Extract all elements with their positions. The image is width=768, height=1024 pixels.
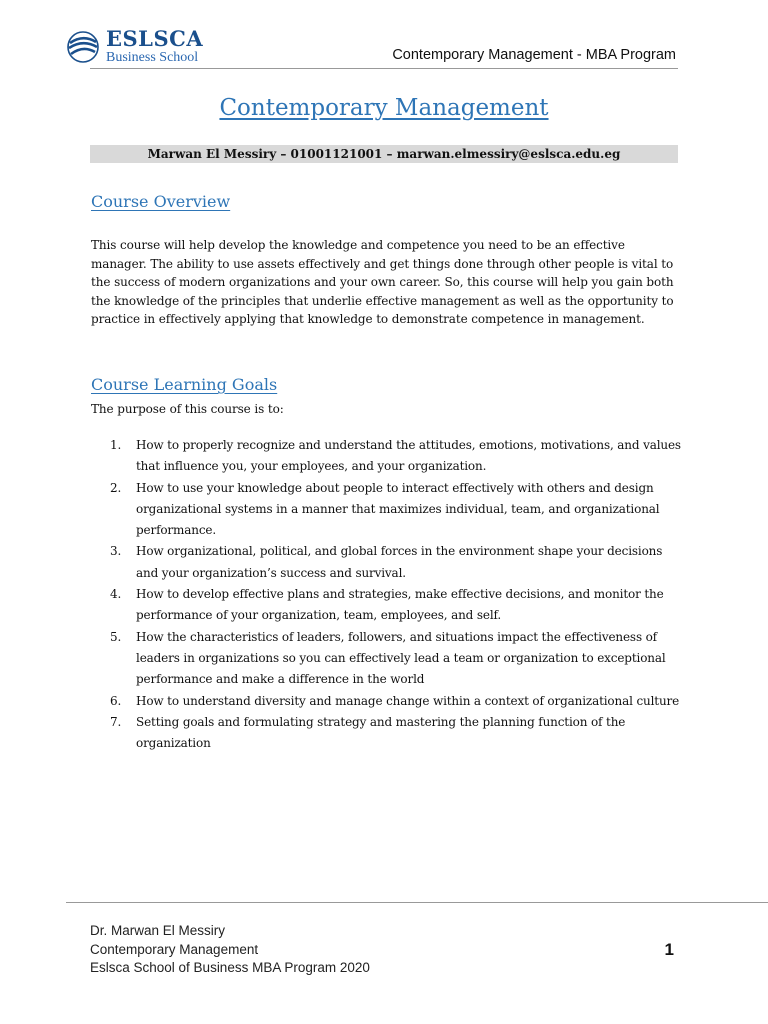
footer-author: Dr. Marwan El Messiry bbox=[90, 923, 226, 938]
footer bbox=[90, 922, 370, 978]
list-item bbox=[110, 584, 686, 627]
list-item bbox=[110, 541, 686, 584]
list-item-number: 3. bbox=[110, 544, 122, 559]
list-item bbox=[110, 435, 686, 478]
footer-divider bbox=[66, 902, 768, 903]
author-contact-bar: Marwan El Messiry – 01001121001 – marwan.elmessiry@eslsca.edu.eg bbox=[90, 145, 678, 163]
list-item-text: How organizational, political, and global forces in the environment shape your decisions and your organization’s success and survival. bbox=[136, 544, 663, 580]
footer-program: Eslsca School of Business MBA Program 2020 bbox=[90, 960, 370, 975]
course-learning-goals-heading: Course Learning Goals bbox=[91, 375, 278, 394]
list-item-text: How the characteristics of leaders, followers, and situations impact the effectiveness of leaders in organizations so you can effectively lead a team or organization to exceptional performance and make a difference in the world bbox=[136, 629, 666, 687]
header-title: Contemporary Management - MBA Program bbox=[392, 47, 676, 63]
header-divider bbox=[90, 68, 678, 69]
list-item-number: 2. bbox=[110, 480, 122, 495]
footer-course: Contemporary Management bbox=[90, 941, 259, 957]
course-overview-heading: Course Overview bbox=[91, 192, 231, 211]
list-item bbox=[110, 627, 686, 691]
learning-goals-list bbox=[110, 435, 686, 754]
list-item-number: 4. bbox=[110, 587, 122, 602]
document-title: Contemporary Management bbox=[219, 95, 549, 121]
goals-intro: The purpose of this course is to: bbox=[91, 402, 284, 416]
list-item bbox=[110, 691, 686, 712]
list-item-number: 6. bbox=[110, 693, 122, 708]
list-item-text: How to understand diversity and manage change within a context of organizational culture bbox=[136, 693, 680, 708]
list-item bbox=[110, 712, 686, 755]
list-item-number: 5. bbox=[110, 629, 122, 644]
list-item-number: 7. bbox=[110, 714, 122, 729]
logo-name: ESLSCA bbox=[106, 26, 204, 51]
list-item bbox=[110, 478, 686, 542]
list-item-text: How to properly recognize and understand the attitudes, emotions, motivations, and values that influence you, your employees, and your organization. bbox=[136, 438, 681, 474]
logo-subtitle: Business School bbox=[106, 50, 199, 65]
page-number: 1 bbox=[664, 940, 674, 959]
eslsca-globe-icon bbox=[66, 30, 100, 64]
list-item-text: How to use your knowledge about people to interact effectively with others and design organizational systems in a manner that maximizes individual, team, and organizational performance. bbox=[136, 480, 660, 538]
list-item-text: Setting goals and formulating strategy and mastering the planning function of the organization bbox=[136, 714, 626, 751]
list-item-number: 1. bbox=[110, 438, 122, 452]
list-item-text: How to develop effective plans and strategies, make effective decisions, and monitor the performance of your organization, team, employees, and self. bbox=[136, 587, 664, 623]
course-overview-text: This course will help develop the knowledge and competence you need to be an effective manager. The ability to use assets effectively and get things done through other people is vital to the success of modern organizations and your own career. So, this course will help you gain both the knowledge of the principles that underlie effective management as well as the opportunity to practice in effectively applying that knowledge to demonstrate competence in management. bbox=[91, 238, 674, 326]
eslsca-logo bbox=[66, 28, 203, 65]
